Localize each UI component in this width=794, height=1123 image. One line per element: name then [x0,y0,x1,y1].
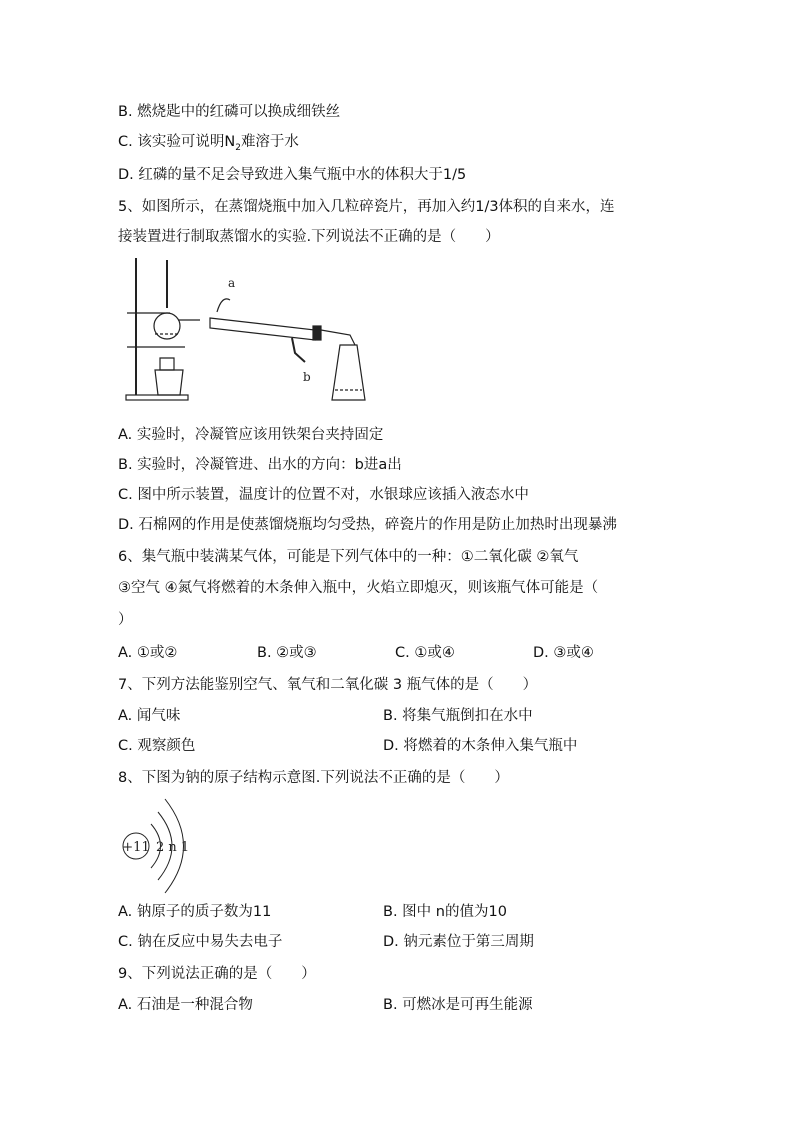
q6-option-c: C. ①或④ [395,645,455,661]
q6-stem-1: 6、集气瓶中装满某气体，可能是下列气体中的一种：①二氧化碳 ②氧气 [118,549,579,565]
q8-option-c: C. 钠在反应中易失去电子 [118,934,283,950]
q6-option-d: D. ③或④ [533,645,594,661]
sodium-atom-diagram [110,790,310,900]
q7-stem: 7、下列方法能鉴别空气、氧气和二氧化碳 3 瓶气体的是（ ） [118,677,538,693]
q5-stem-2: 接装置进行制取蒸馏水的实验.下列说法不正确的是（ ） [118,229,500,245]
label-b: b [303,370,311,384]
label-a: a [228,276,236,290]
q9-stem: 9、下列说法正确的是（ ） [118,966,316,982]
q5-option-b: B. 实验时，冷凝管进、出水的方向：b进a出 [118,457,402,473]
q5-stem-1: 5、如图所示，在蒸馏烧瓶中加入几粒碎瓷片，再加入约1/3体积的自来水，连 [118,199,615,215]
q4-option-d: D. 红磷的量不足会导致进入集气瓶中水的体积大于1/5 [118,167,467,183]
subscript: 2 [235,142,241,153]
q5-option-a: A. 实验时，冷凝管应该用铁架台夹持固定 [118,427,384,443]
q8-stem: 8、下图为钠的原子结构示意图.下列说法不正确的是（ ） [118,770,509,786]
q4-option-c-post: 难溶于水 [240,134,299,150]
q7-option-d: D. 将燃着的木条伸入集气瓶中 [383,738,578,754]
q6-stem-3: ） [118,612,133,628]
nucleus-label: +11 [122,840,150,855]
q7-option-a: A. 闻气味 [118,708,181,724]
q8-option-a: A. 钠原子的质子数为11 [118,904,272,920]
q9-option-b: B. 可燃冰是可再生能源 [383,997,533,1013]
q7-option-c: C. 观察颜色 [118,738,196,754]
q6-stem-2: ③空气 ④氮气将燃着的木条伸入瓶中，火焰立即熄灭，则该瓶气体可能是（ [118,580,599,596]
q4-option-c [118,132,299,158]
q4-option-b: B. 燃烧匙中的红磷可以换成细铁丝 [118,104,341,120]
q9-option-a: A. 石油是一种混合物 [118,997,253,1013]
q5-option-c: C. 图中所示装置，温度计的位置不对，水银球应该插入液态水中 [118,487,529,503]
q8-option-b: B. 图中 n的值为10 [383,904,507,920]
q4-option-c-pre: C. 该实验可说明N [118,134,236,150]
q7-option-b: B. 将集气瓶倒扣在水中 [383,708,533,724]
distillation-apparatus-figure [110,250,380,420]
shell-electrons: 2 n 1 [156,840,190,855]
q5-option-d: D. 石棉网的作用是使蒸馏烧瓶均匀受热，碎瓷片的作用是防止加热时出现暴沸 [118,517,617,533]
q6-option-a: A. ①或② [118,645,178,661]
q6-option-b: B. ②或③ [257,645,317,661]
q8-option-d: D. 钠元素位于第三周期 [383,934,534,950]
